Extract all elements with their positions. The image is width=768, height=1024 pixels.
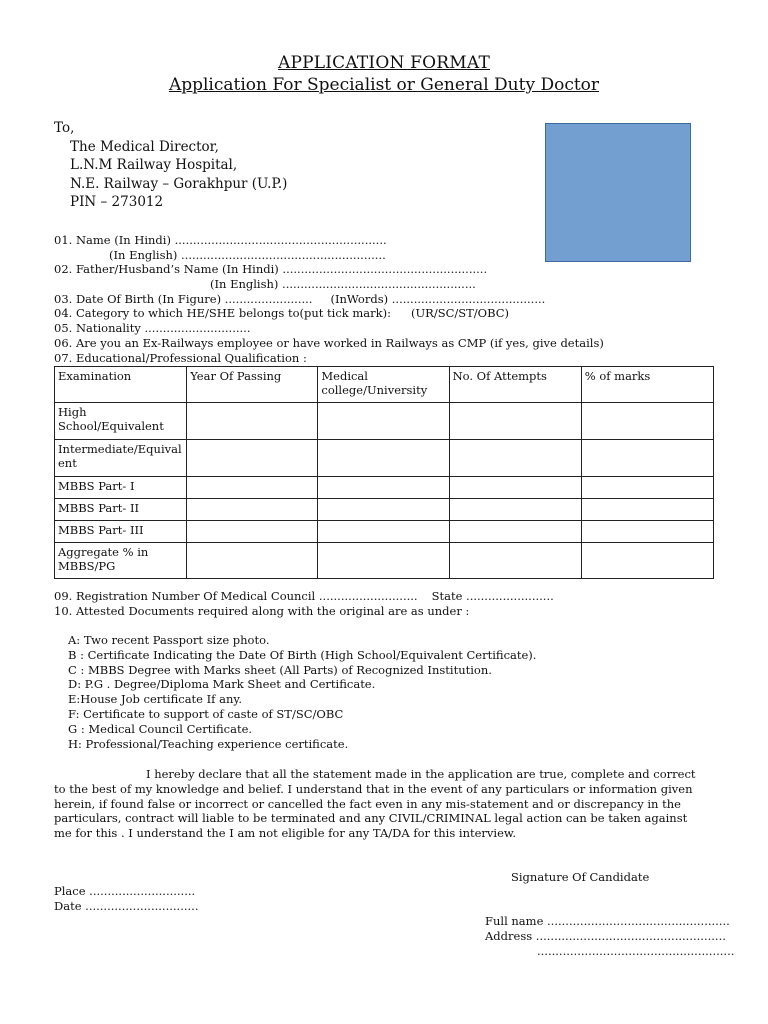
- field-category: [54, 306, 604, 321]
- address-line-1: The Medical Director,: [70, 138, 219, 155]
- table-header-cell: Medical college/University: [318, 367, 449, 403]
- address-to: To,: [54, 120, 75, 136]
- table-row: [55, 499, 714, 521]
- field-documents-heading: 10. Attested Documents required along with the original are as under :: [54, 603, 470, 618]
- qualification-table: [54, 366, 714, 579]
- place-date-block: [54, 884, 198, 914]
- field-father-name-english: (In English) .....................................................: [210, 277, 476, 292]
- field-registration-state: State ........................: [431, 589, 554, 603]
- list-item: H: Professional/Teaching experience certificate.: [68, 736, 349, 751]
- table-cell[interactable]: [449, 403, 581, 440]
- field-name-hindi: 01. Name (In Hindi) ..........................................................: [54, 233, 387, 247]
- field-category-options: (UR/SC/ST/OBC): [410, 306, 510, 321]
- table-cell[interactable]: [449, 477, 581, 499]
- table-cell: Intermediate/Equivalent: [55, 440, 187, 477]
- table-cell: MBBS Part- I: [55, 477, 187, 499]
- table-cell[interactable]: [318, 440, 449, 477]
- table-cell[interactable]: [318, 499, 449, 521]
- table-cell[interactable]: [449, 543, 581, 579]
- table-cell[interactable]: [581, 477, 713, 499]
- table-cell[interactable]: [187, 403, 318, 440]
- address-field-line-2: ......................................................: [537, 944, 735, 959]
- form-subtitle: Application For Specialist or General Duty Doctor: [168, 75, 600, 95]
- field-registration: [54, 589, 554, 604]
- table-cell: MBBS Part- II: [55, 499, 187, 521]
- field-dob-words: (InWords) ..........................................: [330, 291, 546, 306]
- table-row: [55, 403, 714, 440]
- date-field: Date ...............................: [54, 899, 199, 913]
- declaration-paragraph: I hereby declare that all the statement made in the application are true, complete and correct to the best of my knowledge and belief. I understand that in the event of any particulars or information given herein, if found false or incorrect or cancelled the fact even in any mis-statement and or discrepancy in the particulars, contract will liable to be terminated and any CIVIL/CRIMINAL legal action can be taken against me for this . I understand the I am not eligible for any TA/DA for this interview.: [54, 767, 696, 841]
- list-item: E:House Job certificate If any.: [68, 692, 242, 707]
- full-name-field: Full name ..................................................: [485, 914, 730, 928]
- table-header-cell: No. Of Attempts: [449, 367, 581, 403]
- table-cell[interactable]: [449, 499, 581, 521]
- table-header-row: [55, 367, 714, 403]
- field-dob-figure: 03. Date Of Birth (In Figure) ........................: [54, 291, 313, 306]
- table-cell: High School/Equivalent: [55, 403, 187, 440]
- table-cell: MBBS Part- III: [55, 521, 187, 543]
- recipient-address: [54, 119, 287, 212]
- table-cell[interactable]: [187, 499, 318, 521]
- form-title: APPLICATION FORMAT: [277, 53, 490, 73]
- table-row: [55, 440, 714, 477]
- documents-list: [68, 633, 536, 751]
- table-row: [55, 543, 714, 579]
- table-cell[interactable]: [581, 403, 713, 440]
- list-item: A: Two recent Passport size photo.: [68, 633, 270, 647]
- table-cell[interactable]: [187, 543, 318, 579]
- table-cell: Aggregate % in MBBS/PG: [55, 543, 187, 579]
- table-header-cell: % of marks: [581, 367, 713, 403]
- place-field: Place .............................: [54, 884, 196, 898]
- table-cell[interactable]: [187, 477, 318, 499]
- table-cell[interactable]: [581, 440, 713, 477]
- table-header-cell: Examination: [55, 367, 187, 403]
- applicant-fields: [54, 233, 604, 365]
- field-name-english: (In English) ........................................................: [109, 247, 386, 262]
- table-cell[interactable]: [187, 521, 318, 543]
- list-item: B : Certificate Indicating the Date Of Birth (High School/Equivalent Certificate).: [68, 647, 537, 662]
- table-cell[interactable]: [318, 403, 449, 440]
- table-row: [55, 521, 714, 543]
- candidate-details-block: [485, 914, 734, 960]
- table-header-cell: Year Of Passing: [187, 367, 318, 403]
- list-item: G : Medical Council Certificate.: [68, 721, 253, 736]
- table-cell[interactable]: [449, 521, 581, 543]
- field-registration-number: 09. Registration Number Of Medical Council ...........................: [54, 589, 418, 603]
- address-line-4: PIN – 273012: [70, 194, 164, 210]
- table-cell[interactable]: [581, 521, 713, 543]
- list-item: D: P.G . Degree/Diploma Mark Sheet and Certificate.: [68, 677, 376, 692]
- field-father-name-hindi: 02. Father/Husband’s Name (In Hindi) ........................................................: [54, 262, 488, 277]
- table-cell[interactable]: [581, 499, 713, 521]
- field-category-label: 04. Category to which HE/SHE belongs to(put tick mark):: [54, 306, 391, 321]
- table-cell[interactable]: [318, 521, 449, 543]
- address-line-3: N.E. Railway – Gorakhpur (U.P.): [70, 175, 288, 192]
- field-nationality: 05. Nationality .............................: [54, 321, 251, 336]
- table-cell[interactable]: [318, 543, 449, 579]
- field-ex-railways: 06. Are you an Ex-Railways employee or have worked in Railways as CMP (if yes, give details): [54, 335, 604, 350]
- address-line-2: L.N.M Railway Hospital,: [70, 157, 238, 173]
- registration-section: [54, 589, 554, 618]
- table-cell[interactable]: [449, 440, 581, 477]
- signature-label: Signature Of Candidate: [511, 870, 650, 884]
- table-cell[interactable]: [581, 543, 713, 579]
- list-item: F: Certificate to support of caste of ST/SC/OBC: [68, 706, 344, 721]
- field-qualification-heading: 07. Educational/Professional Qualification :: [54, 350, 307, 365]
- table-cell[interactable]: [187, 440, 318, 477]
- table-row: [55, 477, 714, 499]
- table-cell[interactable]: [318, 477, 449, 499]
- list-item: C : MBBS Degree with Marks sheet (All Parts) of Recognized Institution.: [68, 662, 492, 677]
- address-field: Address ....................................................: [485, 929, 726, 944]
- field-dob: [54, 292, 604, 307]
